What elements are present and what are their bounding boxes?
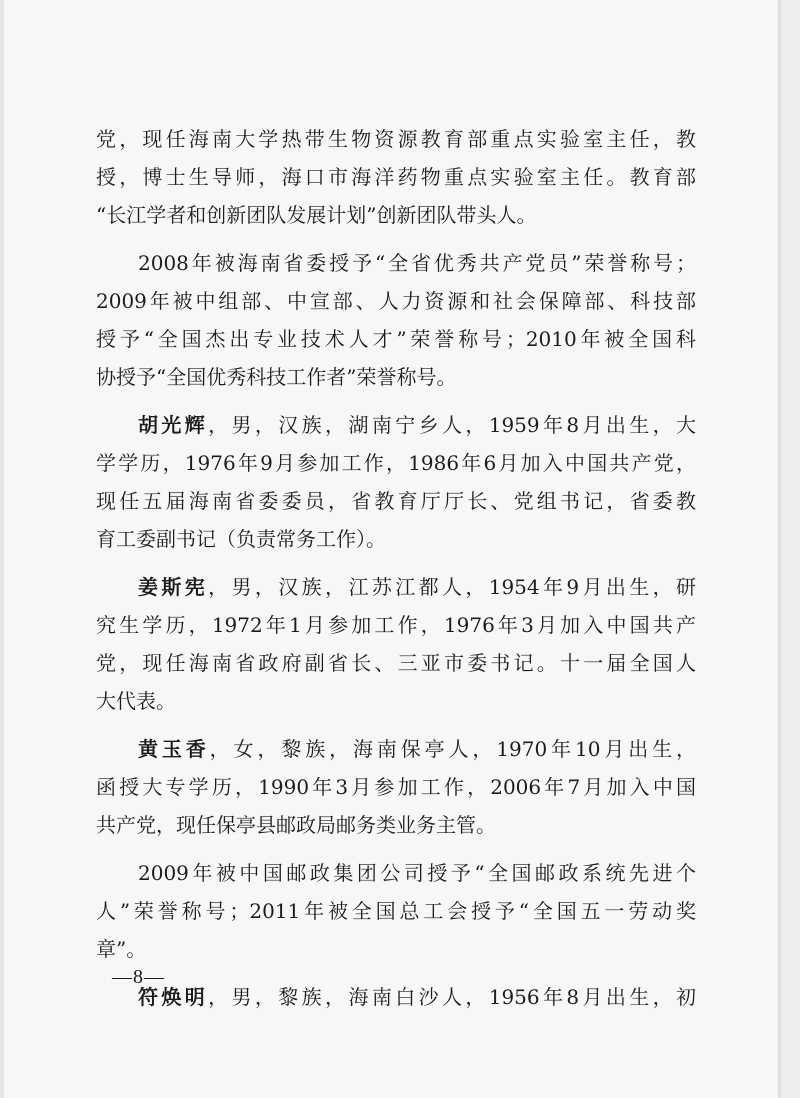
text-line (96, 978, 696, 1016)
person-name: 黄玉香 (138, 737, 210, 761)
text-line: 2009年被中国邮政集团公司授予“全国邮政系统先进个 (138, 861, 696, 885)
text-line (96, 406, 696, 444)
text-fragment: ，男，黎族，海南白沙人，1956年8月出生，初 (208, 985, 697, 1009)
text-line: 章”。 (96, 937, 147, 961)
text-line (96, 568, 696, 606)
text-line (96, 730, 696, 768)
text-line: 党，现任海南大学热带生物资源教育部重点实验室主任，教 (96, 127, 696, 151)
text-line: 2009年被中组部、中宣部、人力资源和社会保障部、科技部 (96, 289, 696, 313)
text-line: 学学历，1976年9月参加工作，1986年6月加入中国共产党， (96, 451, 696, 475)
text-line: 现任五届海南省委委员，省教育厅厅长、党组书记，省委教 (96, 489, 696, 513)
text-line: 授，博士生导师，海口市海洋药物重点实验室主任。教育部 (96, 165, 696, 189)
person-name: 姜斯宪 (138, 575, 209, 599)
text-line: 育工委副书记（负责常务工作）。 (96, 527, 386, 551)
text-line: 协授予“全国优秀科技工作者”荣誉称号。 (96, 365, 457, 389)
text-line: 人”荣誉称号；2011年被全国总工会授予“全国五一劳动奖 (96, 899, 696, 923)
text-fragment: ，男，汉族，江苏江都人，1954年9月出生，研 (208, 575, 697, 599)
text-line: 大代表。 (96, 689, 176, 713)
text-fragment: ，女，黎族，海南保亭人，1970年10月出生， (209, 737, 696, 761)
person-name: 符焕明 (138, 985, 209, 1009)
text-line: 2008年被海南省委授予“全省优秀共产党员”荣誉称号； (138, 251, 696, 275)
person-name: 胡光辉 (138, 413, 209, 437)
text-line: 函授大专学历，1990年3月参加工作，2006年7月加入中国 (96, 775, 696, 799)
text-line: 授予“全国杰出专业技术人才”荣誉称号；2010年被全国科 (96, 327, 696, 351)
text-line: 共产党，现任保亭县邮政局邮务类业务主管。 (96, 813, 496, 837)
text-line: 究生学历，1972年1月参加工作，1976年3月加入中国共产 (96, 613, 696, 637)
document-body (96, 120, 696, 1016)
text-fragment: ，男，汉族，湖南宁乡人，1959年8月出生，大 (208, 413, 697, 437)
page-number: —8— (112, 966, 165, 988)
text-line: “长江学者和创新团队发展计划”创新团队带头人。 (96, 203, 537, 227)
text-line: 党，现任海南省政府副省长、三亚市委书记。十一届全国人 (96, 651, 696, 675)
